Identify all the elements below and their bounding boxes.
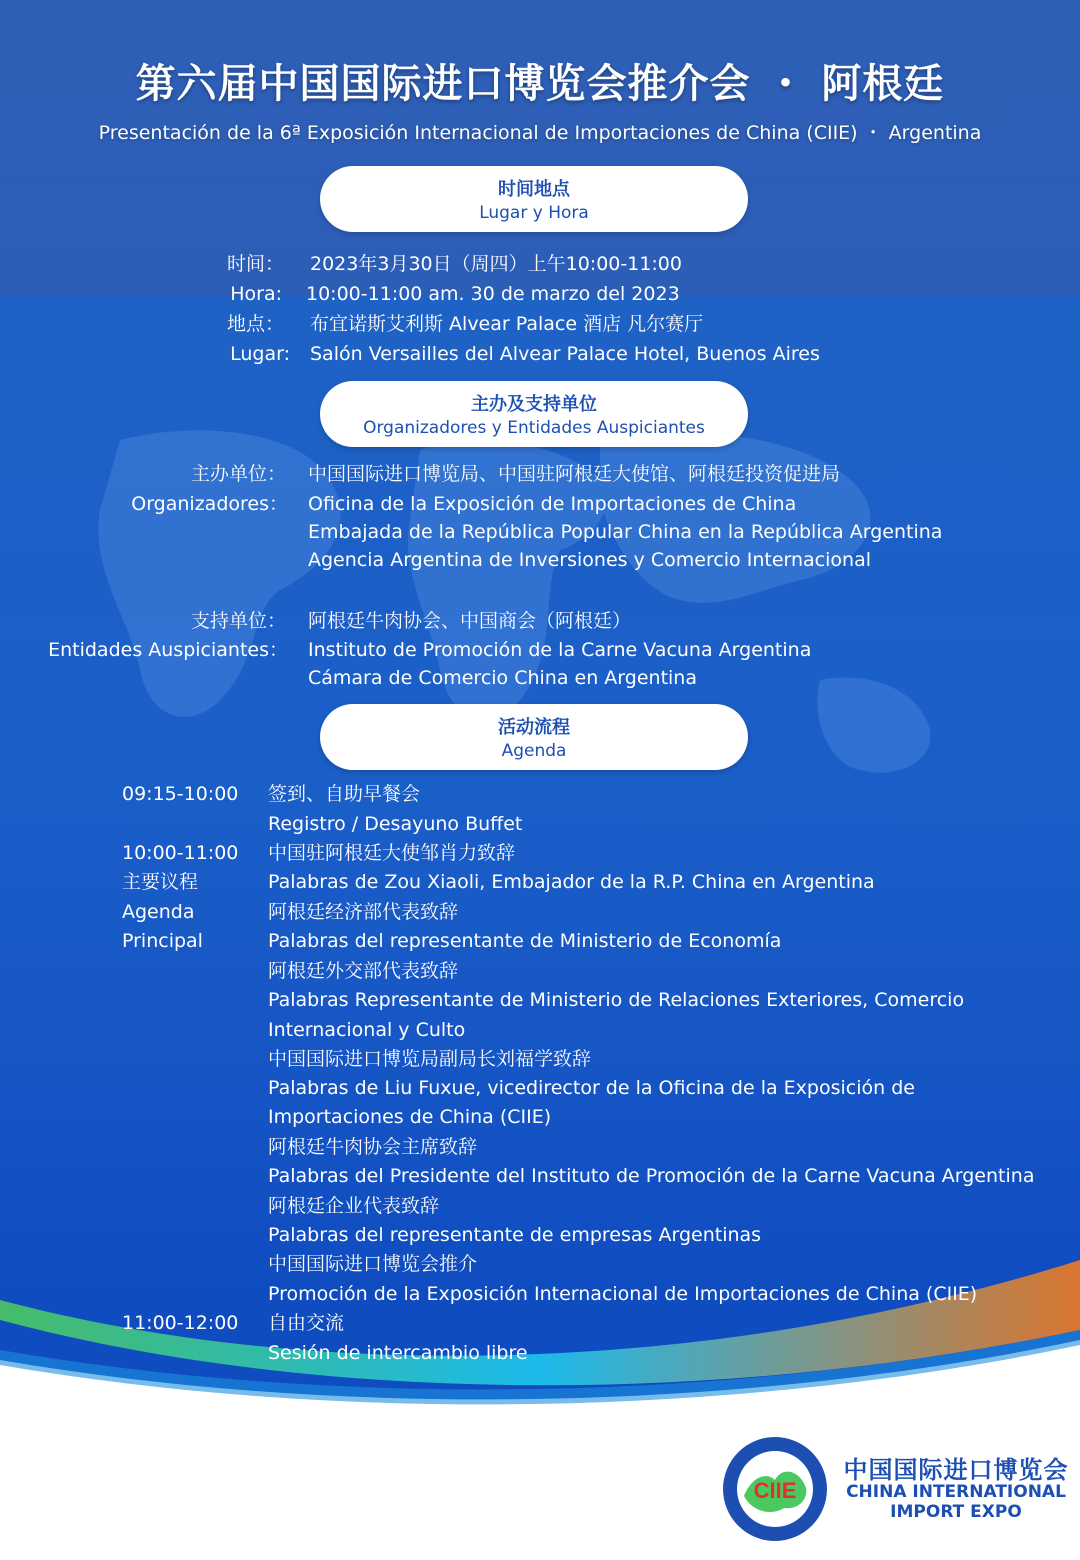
page-title-es: Presentación de la 6ª Exposición Internacional de Importaciones de China (CIIE) ・ Argentina <box>98 122 982 144</box>
agenda-item: Internacional y Culto <box>268 1019 466 1041</box>
time-value-cn: 2023年3月30日（周四）上午10:00-11:00 <box>310 253 682 275</box>
agenda-item: 阿根廷经济部代表致辞 <box>268 901 459 923</box>
place-value-cn: 布宜诺斯艾利斯 Alvear Palace 酒店 凡尔赛厅 <box>310 313 704 335</box>
supporter-label-es: Entidades Auspiciantes： <box>48 639 288 661</box>
pill-title-cn: 时间地点 <box>498 179 570 200</box>
organizer-line: 中国国际进口博览局、中国驻阿根廷大使馆、阿根廷投资促进局 <box>308 463 841 485</box>
agenda-item: Palabras Representante de Ministerio de Relaciones Exteriores, Comercio <box>268 989 965 1011</box>
organizer-line: Embajada de la República Popular China en la República Argentina <box>308 521 943 543</box>
pill-title-es: Organizadores y Entidades Auspiciantes <box>363 418 705 438</box>
agenda-item: 阿根廷外交部代表致辞 <box>268 960 459 982</box>
agenda-item: Palabras de Liu Fuxue, vicedirector de la Oficina de la Exposición de <box>268 1077 915 1099</box>
place-value-es: Salón Versailles del Alvear Palace Hotel, Buenos Aires <box>310 343 820 365</box>
agenda-item: 中国国际进口博览会推介 <box>268 1253 478 1275</box>
time-label-cn: 时间： <box>226 253 284 275</box>
agenda-item: Palabras del representante de Ministerio de Economía <box>268 930 782 952</box>
place-label-es: Lugar: <box>230 343 290 365</box>
agenda-item: 中国驻阿根廷大使邹肖力致辞 <box>268 842 516 864</box>
agenda-item: Palabras del representante de empresas Argentinas <box>268 1224 762 1246</box>
place-label-cn: 地点： <box>226 313 284 335</box>
agenda-item: Registro / Desayuno Buffet <box>268 813 523 835</box>
section-pill-organizers <box>320 381 748 447</box>
organizer-line: Oficina de la Exposición de Importaciones de China <box>308 493 797 515</box>
agenda-time: 09:15-10:00 <box>122 783 239 805</box>
agenda-item: Promoción de la Exposición Internacional de Importaciones de China (CIIE) <box>268 1283 978 1305</box>
section-pill-agenda <box>320 704 748 770</box>
agenda-item: Palabras de Zou Xiaoli, Embajador de la R.P. China en Argentina <box>268 871 875 893</box>
pill-title-cn: 活动流程 <box>498 717 570 738</box>
organizer-label-cn: 主办单位： <box>190 463 286 485</box>
time-value-es: 10:00-11:00 am. 30 de marzo del 2023 <box>306 283 680 305</box>
ciie-logo <box>722 1436 828 1542</box>
agenda-time: 11:00-12:00 <box>122 1312 239 1334</box>
agenda-item: 阿根廷牛肉协会主席致辞 <box>268 1136 478 1158</box>
agenda-item: 阿根廷企业代表致辞 <box>268 1195 440 1217</box>
pill-title-cn: 主办及支持单位 <box>471 394 597 415</box>
brand-name-cn: 中国国际进口博览会 <box>843 1456 1069 1484</box>
agenda-time: 10:00-11:00 <box>122 842 239 864</box>
brand-name-en-2: IMPORT EXPO <box>890 1502 1022 1522</box>
organizer-line: Agencia Argentina de Inversiones y Comercio Internacional <box>308 549 871 571</box>
agenda-main-label: 主要议程 <box>122 871 199 893</box>
agenda-item: Sesión de intercambio libre <box>268 1342 528 1364</box>
time-label-es: Hora: <box>230 283 282 305</box>
supporter-label-cn: 支持单位： <box>190 610 286 632</box>
logo-text: CIIE <box>753 1478 797 1503</box>
agenda-item: 自由交流 <box>268 1312 345 1334</box>
supporter-line: 阿根廷牛肉协会、中国商会（阿根廷） <box>308 610 632 632</box>
pill-title-es: Agenda <box>501 741 567 761</box>
supporter-line: Instituto de Promoción de la Carne Vacuna Argentina <box>308 639 812 661</box>
agenda-main-label: Principal <box>122 930 203 952</box>
agenda-item: 签到、自助早餐会 <box>268 783 421 805</box>
brand-name-en-1: CHINA INTERNATIONAL <box>846 1482 1066 1502</box>
organizer-label-es: Organizadores： <box>131 493 288 515</box>
agenda-main-label: Agenda <box>122 901 195 923</box>
page-title-cn: 第六届中国国际进口博览会推介会 ・ 阿根廷 <box>135 61 945 107</box>
pill-title-es: Lugar y Hora <box>479 203 589 223</box>
agenda-item: 中国国际进口博览局副局长刘福学致辞 <box>268 1048 592 1070</box>
agenda-item: Palabras del Presidente del Instituto de Promoción de la Carne Vacuna Argentina <box>268 1165 1035 1187</box>
supporter-line: Cámara de Comercio China en Argentina <box>308 667 697 689</box>
section-pill-time-place <box>320 166 748 232</box>
agenda-item: Importaciones de China (CIIE) <box>268 1106 552 1128</box>
